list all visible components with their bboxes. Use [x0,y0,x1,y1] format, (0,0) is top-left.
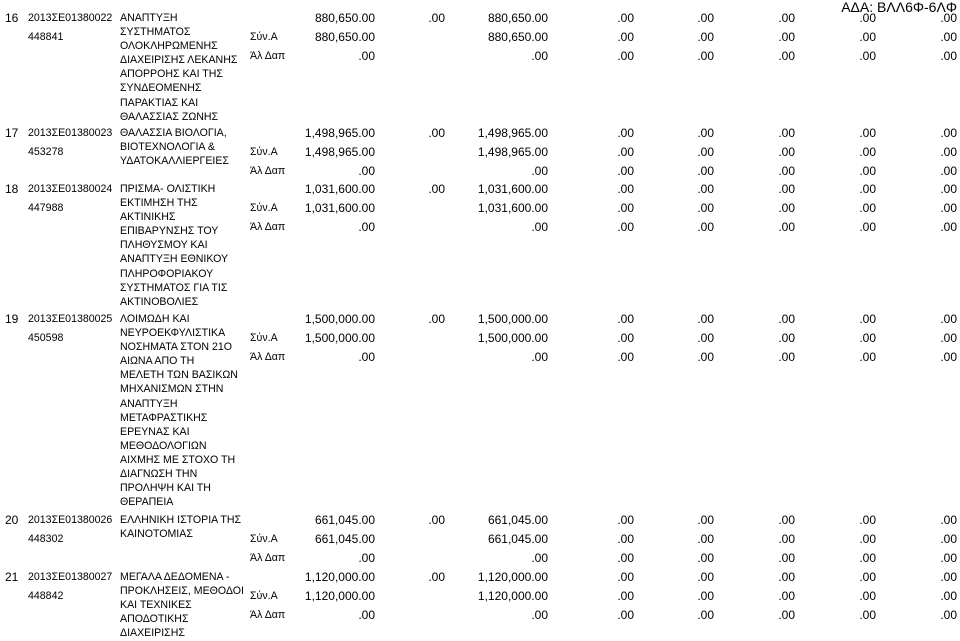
project-title-line: ΜΕΛΕΤΗ ΤΩΝ ΒΑΣΙΚΩΝ [120,369,238,382]
amount-cell: .00 [617,220,634,234]
al-dap-line [0,49,960,63]
project-id: 448841 [28,31,64,43]
ada-header: ΑΔΑ: ΒΛΛ6Φ-6ΛΦ [841,0,957,15]
project-title-line: ΕΡΕΥΝΑΣ ΚΑΙ [120,425,190,438]
project-title-line: ΥΔΑΤΟΚΑΛΛΙΕΡΓΕΙΕΣ [120,155,229,168]
project-title-line: ΔΙΑΧΕΙΡΙΣΗΣ [120,627,185,640]
amount-cell: .00 [940,201,957,215]
amount-cell: .00 [940,49,957,63]
amount-cell: .00 [859,312,876,326]
sun-a-label: Σύν.Α [250,31,278,43]
amount-cell: .00 [697,570,714,584]
record-number: 16 [5,11,19,25]
amount-cell: .00 [859,551,876,565]
amount-cell: .00 [617,126,634,140]
amount-cell: .00 [697,30,714,44]
amount-cell: 661,045.00 [314,532,375,546]
al-dap-label: Άλ Δαπ [250,609,286,621]
amount-cell: .00 [697,182,714,196]
project-title-line: ΜΕΤΑΦΡΑΣΤΙΚΗΣ [120,411,208,424]
record-number: 17 [5,126,19,140]
sun-a-label: Σύν.Α [250,533,278,545]
amount-cell: 880,650.00 [314,30,375,44]
amount-cell: .00 [428,126,445,140]
amount-cell: .00 [617,49,634,63]
amount-cell: 1,120,000.00 [477,589,548,603]
project-title-line: ΒΙΟΤΕΧΝΟΛΟΓΙΑ & [120,141,215,154]
amount-cell: 1,500,000.00 [304,312,375,326]
amount-cell: .00 [859,182,876,196]
project-title-line: ΑΝΑΠΤΥΞΗ [120,12,178,24]
amount-cell: .00 [778,11,795,25]
project-title-line: ΝΕΥΡΟΕΚΦΥΛΙΣΤΙΚΑ [120,327,226,340]
project-title-line: ΘΑΛΑΣΣΙΑ ΒΙΟΛΟΓΙΑ, [120,127,227,139]
amount-cell: .00 [697,11,714,25]
project-title-line: ΕΚΤΙΜΗΣΗ ΤΗΣ [120,197,198,210]
amount-cell: 661,045.00 [487,532,548,546]
project-title-line: ΑΙΧΜΗΣ ΜΕ ΣΤΟΧΟ ΤΗ [120,453,236,466]
sun-a-label: Σύν.Α [250,332,278,344]
amount-cell: .00 [940,11,957,25]
sun-a-line [0,201,960,215]
amount-cell: .00 [940,182,957,196]
amount-cell: .00 [859,513,876,527]
project-title-line: ΑΚΤΙΝΟΒΟΛΙΕΣ [120,295,199,308]
project-title-line: ΜΕΓΑΛΑ ΔΕΔΟΜΕΝΑ - [120,571,230,583]
amount-cell: .00 [940,164,957,178]
project-title-line: ΠΛΗΡΟΦΟΡΙΑΚΟΥ [120,267,214,280]
project-title-line: ΘΕΡΑΠΕΙΑ [120,496,174,509]
amount-cell: .00 [940,220,957,234]
project-code: 2013ΣΕ01380025 [28,313,113,325]
amount-cell: .00 [617,532,634,546]
total-line [0,312,960,326]
project-title-line: ΕΠΙΒΑΡΥΝΣΗΣ ΤΟΥ [120,225,219,238]
amount-cell: .00 [859,589,876,603]
al-dap-label: Άλ Δαπ [250,221,286,233]
amount-cell: .00 [531,220,548,234]
project-title-line: ΠΡΙΣΜΑ- ΟΛΙΣΤΙΚΗ [120,183,216,195]
project-title-line: ΘΑΛΑΣΣΙΑΣ ΖΩΝΗΣ [120,110,219,123]
amount-cell: .00 [697,220,714,234]
project-title-line: ΑΚΤΙΝΙΚΗΣ [120,211,176,224]
amount-cell: .00 [778,126,795,140]
amount-cell: 880,650.00 [314,11,375,25]
project-title-line: ΚΑΙΝΟΤΟΜΙΑΣ [120,528,193,541]
project-code: 2013ΣΕ01380024 [28,183,113,195]
amount-cell: .00 [859,608,876,622]
amount-cell: .00 [617,608,634,622]
total-line [0,513,960,527]
amount-cell: .00 [940,312,957,326]
amount-cell: .00 [940,589,957,603]
amount-cell: .00 [697,532,714,546]
sun-a-label: Σύν.Α [250,202,278,214]
amount-cell: .00 [778,532,795,546]
amount-cell: .00 [697,513,714,527]
sun-a-line [0,145,960,159]
amount-cell: .00 [617,312,634,326]
amount-cell: .00 [697,608,714,622]
amount-cell: .00 [358,551,375,565]
amount-cell: 880,650.00 [487,30,548,44]
project-title-line: ΔΙΑΧΕΙΡΙΣΗΣ ΛΕΚΑΝΗΣ [120,54,238,67]
project-id: 448302 [28,533,64,545]
project-title-line: ΛΟΙΜΩΔΗ ΚΑΙ [120,313,190,325]
amount-cell: .00 [428,513,445,527]
al-dap-line [0,551,960,565]
amount-cell: .00 [859,164,876,178]
amount-cell: .00 [940,145,957,159]
project-title-line: ΣΥΣΤΗΜΑΤΟΣ ΓΙΑ ΤΙΣ [120,281,228,294]
amount-cell: .00 [531,551,548,565]
amount-cell: 1,120,000.00 [477,570,548,584]
amount-cell: .00 [940,331,957,345]
sun-a-label: Σύν.Α [250,590,278,602]
amount-cell: 1,498,965.00 [304,145,375,159]
amount-cell: .00 [358,49,375,63]
total-line [0,11,960,25]
sun-a-line [0,331,960,345]
amount-cell: .00 [778,350,795,364]
amount-cell: .00 [940,513,957,527]
record-number: 21 [5,570,19,584]
amount-cell: 1,120,000.00 [304,570,375,584]
amount-cell: .00 [697,49,714,63]
amount-cell: .00 [617,164,634,178]
project-title-line: ΑΝΑΠΤΥΞΗ ΕΘΝΙΚΟΥ [120,253,229,266]
amount-cell: .00 [778,513,795,527]
al-dap-label: Άλ Δαπ [250,552,286,564]
project-title-line: ΜΕΘΟΔΟΛΟΓΙΩΝ [120,439,207,452]
amount-cell: .00 [358,164,375,178]
project-title-line: ΟΛΟΚΛΗΡΩΜΕΝΗΣ [120,40,218,53]
project-title-line: ΣΥΝΔΕΟΜΕΝΗΣ [120,82,202,95]
amount-cell: .00 [697,145,714,159]
amount-cell: .00 [859,532,876,546]
project-title-line: ΕΛΛΗΝΙΚΗ ΙΣΤΟΡΙΑ ΤΗΣ [120,514,242,526]
amount-cell: .00 [859,11,876,25]
amount-cell: 661,045.00 [487,513,548,527]
amount-cell: .00 [859,220,876,234]
amount-cell: 661,045.00 [314,513,375,527]
amount-cell: .00 [531,49,548,63]
al-dap-label: Άλ Δαπ [250,351,286,363]
total-line [0,570,960,584]
sun-a-line [0,532,960,546]
project-title-line: ΠΡΟΚΛΗΣΕΙΣ, ΜΕΘΟΔΟΙ [120,585,244,598]
project-code: 2013ΣΕ01380027 [28,571,113,583]
project-title-line: ΠΑΡΑΚΤΙΑΣ ΚΑΙ [120,96,199,109]
project-title [120,11,237,124]
amount-cell: .00 [428,11,445,25]
total-line [0,182,960,196]
amount-cell: .00 [617,331,634,345]
amount-cell: .00 [859,126,876,140]
amount-cell: .00 [859,570,876,584]
amount-cell: .00 [778,30,795,44]
project-title-line: ΝΟΣΗΜΑΤΑ ΣΤΟΝ 21Ο [120,341,232,354]
sun-a-label: Σύν.Α [250,146,278,158]
al-dap-line [0,350,960,364]
record-number: 18 [5,182,19,196]
amount-cell: .00 [697,201,714,215]
amount-cell: .00 [617,570,634,584]
amount-cell: 1,120,000.00 [304,589,375,603]
amount-cell: 1,031,600.00 [477,201,548,215]
amount-cell: .00 [697,164,714,178]
amount-cell: .00 [697,350,714,364]
amount-cell: .00 [859,350,876,364]
amount-cell: 1,500,000.00 [477,312,548,326]
project-code: 2013ΣΕ01380023 [28,127,113,139]
amount-cell: .00 [778,145,795,159]
amount-cell: .00 [940,608,957,622]
amount-cell: .00 [428,182,445,196]
amount-cell: 1,500,000.00 [304,331,375,345]
amount-cell: 1,498,965.00 [477,126,548,140]
amount-cell: .00 [859,49,876,63]
project-id: 447988 [28,202,64,214]
amount-cell: .00 [778,331,795,345]
project-code: 2013ΣΕ01380026 [28,514,113,526]
amount-cell: .00 [859,201,876,215]
amount-cell: 1,031,600.00 [304,201,375,215]
amount-cell: .00 [617,182,634,196]
amount-cell: .00 [778,608,795,622]
project-title-line: ΣΥΣΤΗΜΑΤΟΣ [120,26,191,39]
amount-cell: .00 [358,220,375,234]
project-id: 448842 [28,590,64,602]
amount-cell: .00 [617,551,634,565]
amount-cell: 1,498,965.00 [304,126,375,140]
amount-cell: 1,031,600.00 [477,182,548,196]
amount-cell: .00 [940,532,957,546]
amount-cell: .00 [778,312,795,326]
amount-cell: .00 [778,220,795,234]
amount-cell: .00 [940,30,957,44]
project-title-line: ΑΙΩΝΑ ΑΠΟ ΤΗ [120,355,195,368]
al-dap-label: Άλ Δαπ [250,50,286,62]
amount-cell: .00 [940,350,957,364]
amount-cell: .00 [859,30,876,44]
al-dap-line [0,164,960,178]
amount-cell: .00 [531,164,548,178]
amount-cell: .00 [617,30,634,44]
amount-cell: .00 [778,182,795,196]
amount-cell: .00 [617,513,634,527]
project-id: 453278 [28,146,64,158]
amount-cell: .00 [778,49,795,63]
project-title-line: ΜΗΧΑΝΙΣΜΩΝ ΣΤΗΝ [120,383,224,396]
amount-cell: .00 [428,570,445,584]
amount-cell: .00 [940,126,957,140]
amount-cell: .00 [697,551,714,565]
amount-cell: 1,498,965.00 [477,145,548,159]
amount-cell: .00 [697,331,714,345]
amount-cell: .00 [617,589,634,603]
amount-cell: .00 [697,312,714,326]
project-code: 2013ΣΕ01380022 [28,12,113,24]
project-title-line: ΚΑΙ ΤΕΧΝΙΚΕΣ [120,599,192,612]
amount-cell: .00 [778,201,795,215]
project-title-line: ΠΛΗΘΥΣΜΟΥ ΚΑΙ [120,239,208,252]
project-id: 450598 [28,332,64,344]
amount-cell: .00 [940,551,957,565]
project-title-line: ΑΠΟΔΟΤΙΚΗΣ [120,613,189,626]
amount-cell: .00 [859,331,876,345]
amount-cell: .00 [617,145,634,159]
sun-a-line [0,589,960,603]
project-title-line: ΑΝΑΠΤΥΞΗ [120,397,178,410]
amount-cell: .00 [428,312,445,326]
project-title-line: ΠΡΟΛΗΨΗ ΚΑΙ ΤΗ [120,482,211,495]
amount-cell: .00 [778,589,795,603]
project-title-line: ΑΠΟΡΡΟΗΣ ΚΑΙ ΤΗΣ [120,68,223,81]
al-dap-label: Άλ Δαπ [250,165,286,177]
sun-a-line [0,30,960,44]
amount-cell: .00 [940,570,957,584]
al-dap-line [0,608,960,622]
project-title-line: ΔΙΑΓΝΩΣΗ ΤΗΝ [120,468,198,481]
amount-cell: 1,031,600.00 [304,182,375,196]
amount-cell: .00 [778,164,795,178]
amount-cell: .00 [531,350,548,364]
amount-cell: .00 [617,11,634,25]
amount-cell: .00 [778,570,795,584]
amount-cell: .00 [697,126,714,140]
amount-cell: .00 [358,350,375,364]
amount-cell: .00 [531,608,548,622]
total-line [0,126,960,140]
amount-cell: 1,500,000.00 [477,331,548,345]
record-number: 20 [5,513,19,527]
amount-cell: .00 [778,551,795,565]
amount-cell: .00 [697,589,714,603]
amount-cell: .00 [617,350,634,364]
amount-cell: .00 [358,608,375,622]
amount-cell: .00 [859,145,876,159]
amount-cell: 880,650.00 [487,11,548,25]
record-number: 19 [5,312,19,326]
al-dap-line [0,220,960,234]
amount-cell: .00 [617,201,634,215]
